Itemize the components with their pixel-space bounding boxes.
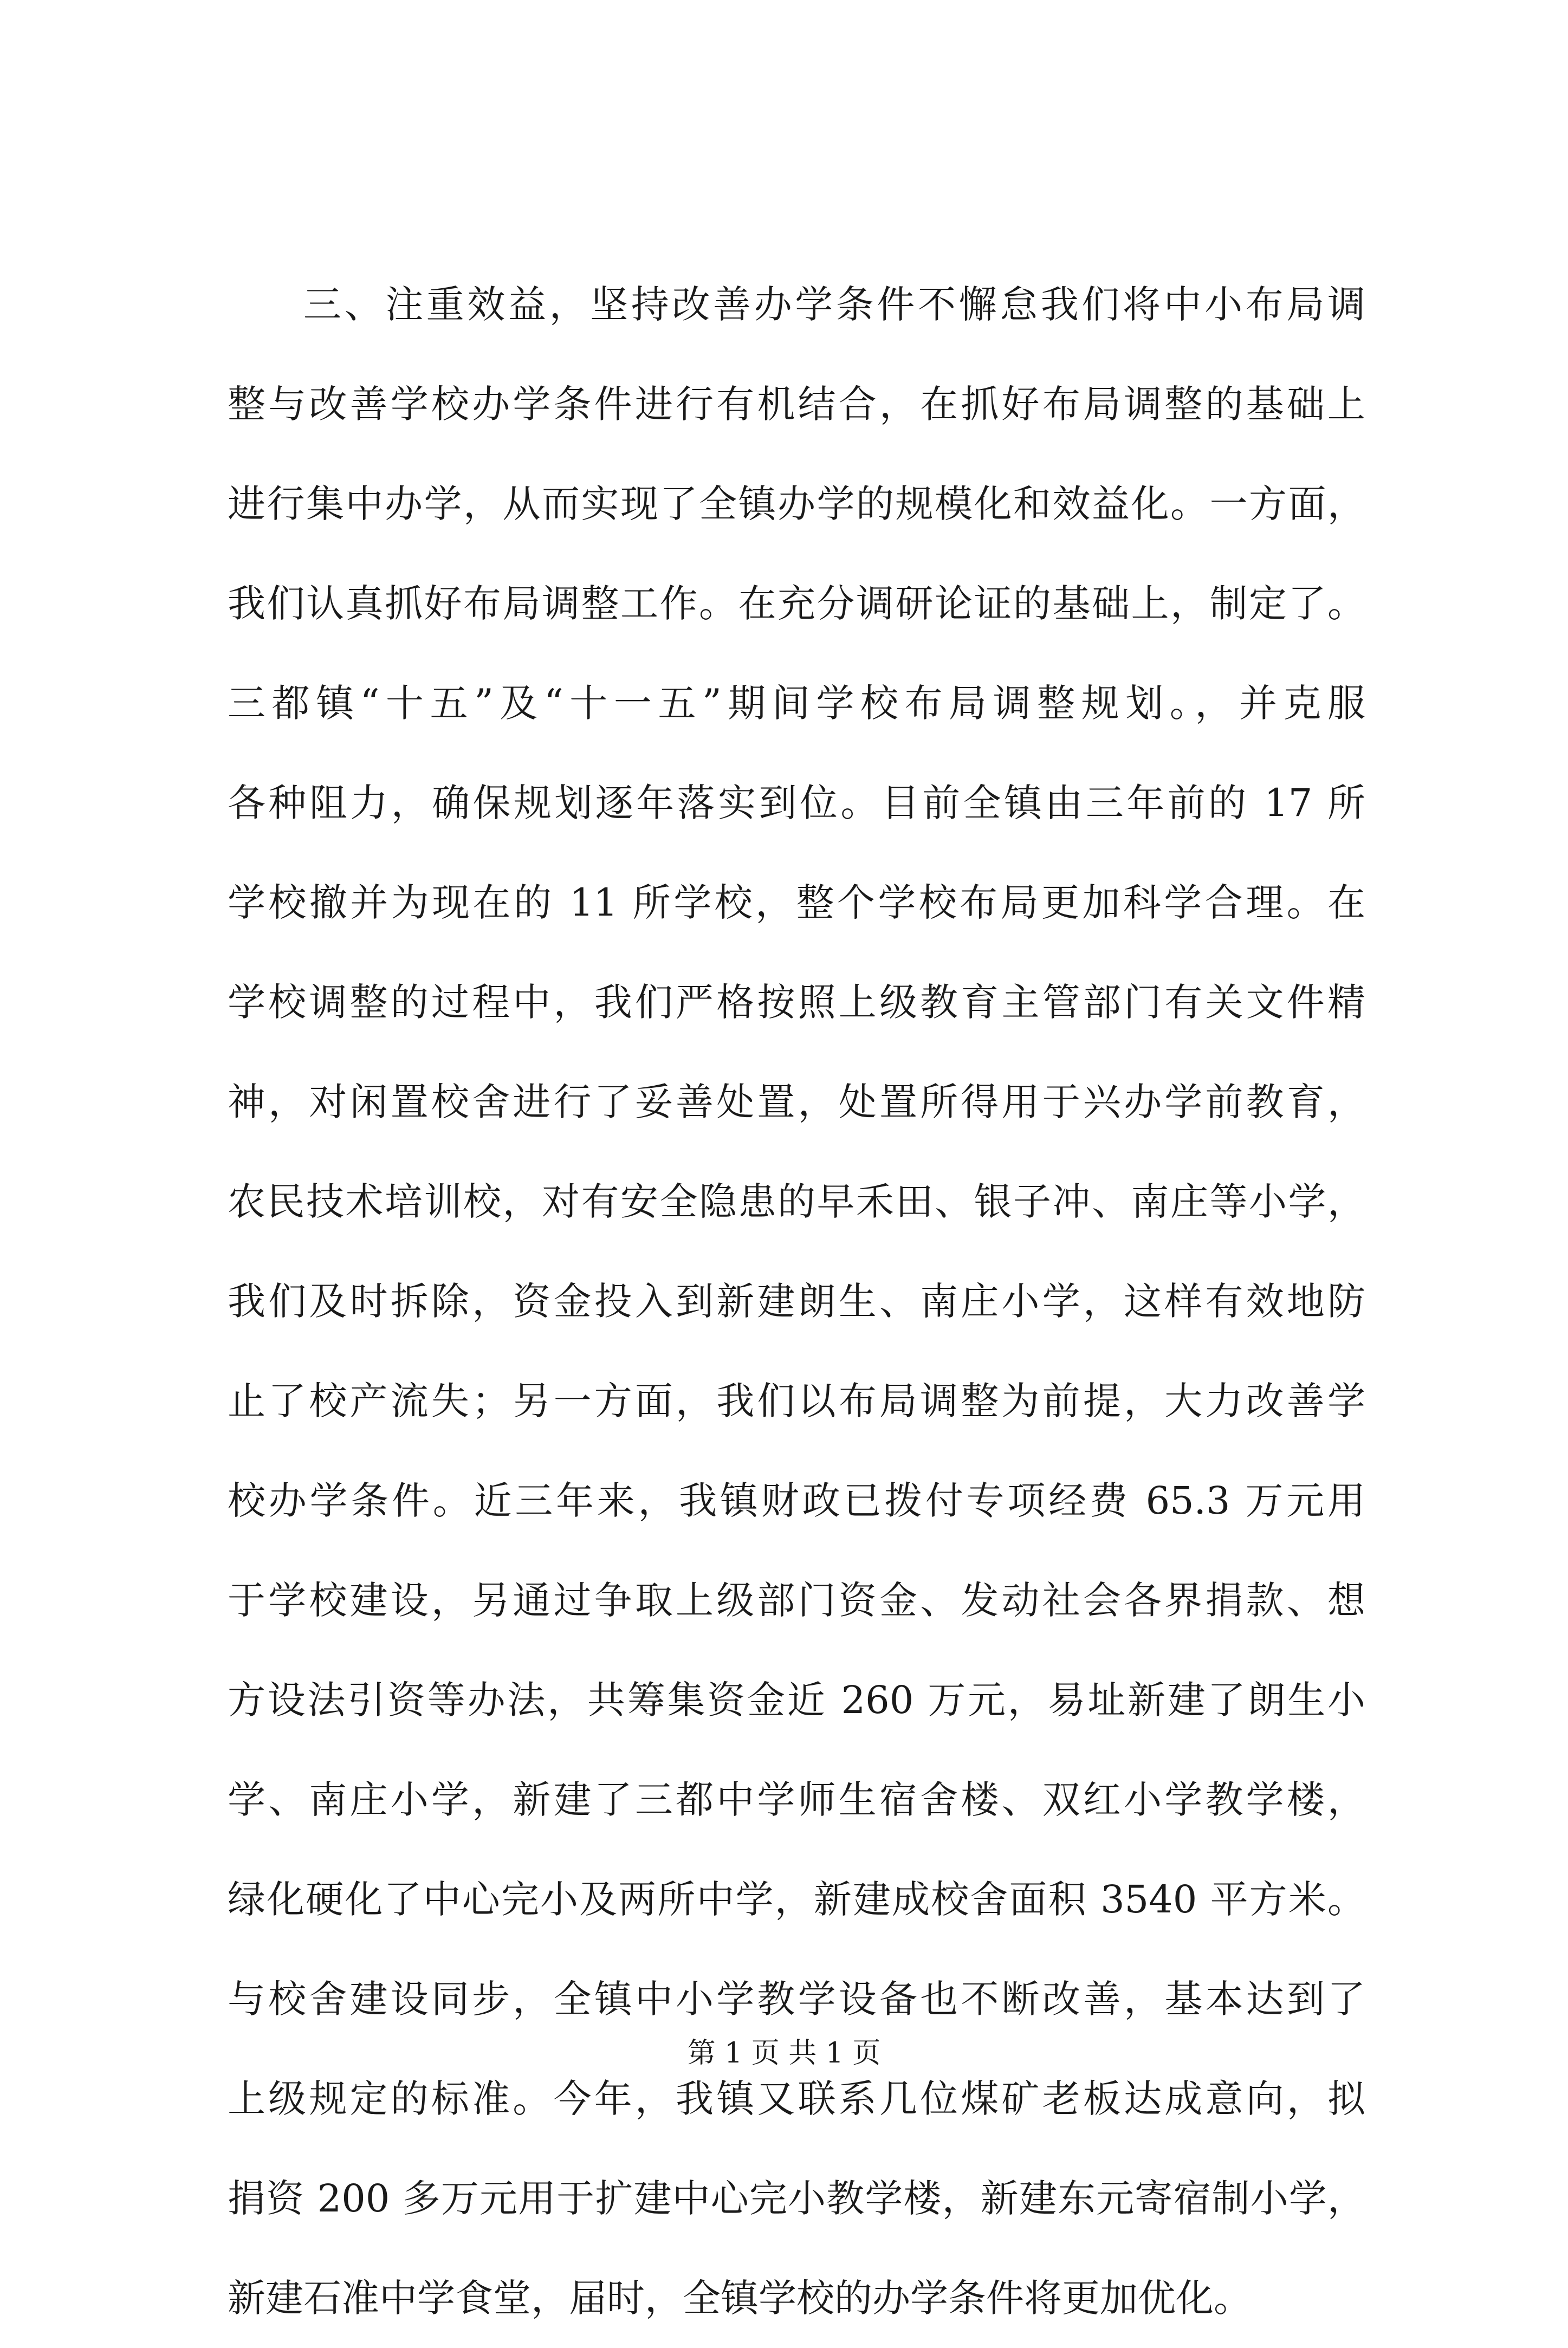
paragraph-line: 与校舍建设同步，全镇中小学教学设备也不断改善，基本达到了	[228, 1977, 1365, 2021]
paragraph-line: 我们及时拆除，资金投入到新建朗生、南庄小学，这样有效地防	[228, 1279, 1365, 1324]
paragraph-line: 各种阻力，确保规划逐年落实到位。目前全镇由三年前的 17 所	[228, 781, 1365, 825]
paragraph-line: 学校撤并为现在的 11 所学校，整个学校布局更加科学合理。在	[228, 880, 1365, 925]
paragraph-line: 农民技术培训校，对有安全隐患的早禾田、银子冲、南庄等小学，	[228, 1179, 1365, 1224]
paragraph-line: 学、南庄小学，新建了三都中学师生宿舍楼、双红小学教学楼，	[228, 1778, 1365, 1822]
paragraph-line: 捐资 200 多万元用于扩建中心完小教学楼，新建东元寄宿制小学，	[228, 2176, 1365, 2221]
paragraph-line: 我们认真抓好布局调整工作。在充分调研论证的基础上，制定了。	[228, 581, 1365, 626]
page-number-footer: 第 1 页 共 1 页	[687, 2037, 881, 2070]
paragraph-line: 止了校产流失；另一方面，我们以布局调整为前提，大力改善学	[228, 1379, 1365, 1423]
paragraph-line: 上级规定的标准。今年，我镇又联系几位煤矿老板达成意向，拟	[228, 2077, 1365, 2121]
paragraph-line: 新建石准中学食堂，届时，全镇学校的办学条件将更加优化。	[228, 2276, 1252, 2320]
paragraph-line: 方设法引资等办法，共筹集资金近 260 万元，易址新建了朗生小	[228, 1678, 1365, 1722]
paragraph-line: 三、注重效益，坚持改善办学条件不懈怠我们将中小布局调	[303, 282, 1365, 327]
paragraph-line: 于学校建设，另通过争取上级部门资金、发动社会各界捐款、想	[228, 1578, 1365, 1623]
paragraph-line: 进行集中办学，从而实现了全镇办学的规模化和效益化。一方面，	[228, 482, 1365, 526]
paragraph-line: 绿化硬化了中心完小及两所中学，新建成校舍面积 3540 平方米。	[228, 1877, 1365, 1922]
paragraph-line: 神，对闲置校舍进行了妥善处置，处置所得用于兴办学前教育，	[228, 1080, 1365, 1124]
paragraph-line: 校办学条件。近三年来，我镇财政已拨付专项经费 65.3 万元用	[228, 1478, 1365, 1523]
paragraph-line: 三都镇“十五”及“十一五”期间学校布局调整规划。，并克服	[228, 681, 1365, 725]
paragraph-line: 整与改善学校办学条件进行有机结合，在抓好布局调整的基础上	[228, 382, 1365, 426]
paragraph-line: 学校调整的过程中，我们严格按照上级教育主管部门有关文件精	[228, 980, 1365, 1024]
